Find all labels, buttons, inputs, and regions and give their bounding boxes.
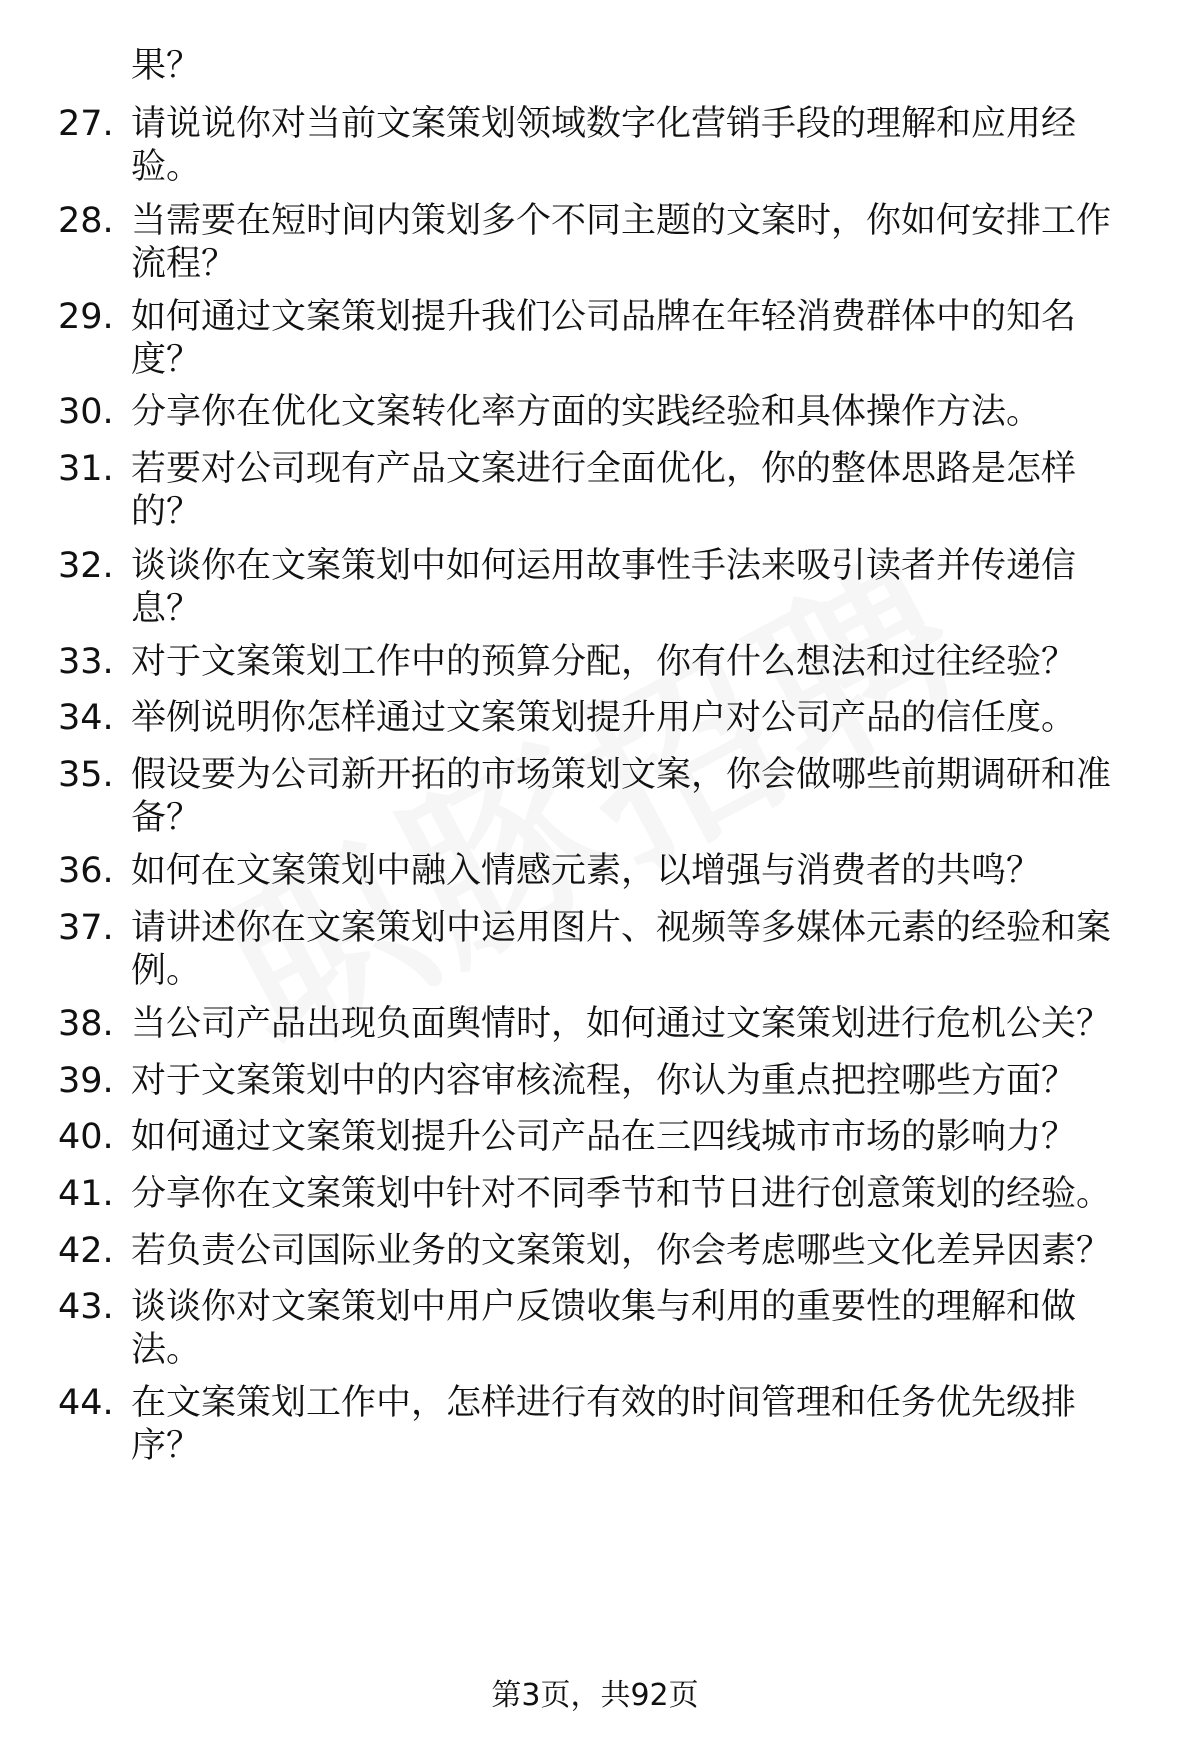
question-number: 34. [58, 698, 114, 738]
question-text: 对于文案策划中的内容审核流程，你认为重点把控哪些方面？ [131, 1061, 1077, 1101]
question-number: 44. [58, 1383, 114, 1423]
question-text: 谈谈你对文案策划中用户反馈收集与利用的重要性的理解和做 法。 [131, 1287, 1077, 1370]
question-text: 当需要在短时间内策划多个不同主题的文案时，你如何安排工作 流程？ [131, 201, 1112, 284]
question-text: 当公司产品出现负面舆情时，如何通过文案策划进行危机公关？ [131, 1004, 1112, 1044]
question-number: 35. [58, 755, 114, 795]
question-number: 38. [58, 1004, 114, 1044]
question-number: 39. [58, 1061, 114, 1101]
question-number: 41. [58, 1174, 114, 1214]
question-number: 31. [58, 449, 114, 489]
question-text: 举例说明你怎样通过文案策划提升用户对公司产品的信任度。 [131, 698, 1077, 738]
question-number: 43. [58, 1287, 114, 1327]
question-text: 谈谈你在文案策划中如何运用故事性手法来吸引读者并传递信 息？ [131, 546, 1077, 629]
question-number: 29. [58, 297, 114, 337]
question-text: 果？ [131, 46, 202, 86]
question-number: 30. [58, 392, 114, 432]
question-number: 36. [58, 851, 114, 891]
question-number: 37. [58, 908, 114, 948]
question-text: 分享你在文案策划中针对不同季节和节日进行创意策划的经验。 [131, 1174, 1112, 1214]
question-text: 假设要为公司新开拓的市场策划文案，你会做哪些前期调研和准 备？ [131, 755, 1112, 838]
question-text: 如何通过文案策划提升公司产品在三四线城市市场的影响力？ [131, 1117, 1077, 1157]
question-text: 分享你在优化文案转化率方面的实践经验和具体操作方法。 [131, 392, 1042, 432]
question-number: 28. [58, 201, 114, 241]
question-text: 如何在文案策划中融入情感元素，以增强与消费者的共鸣？ [131, 851, 1042, 891]
question-number: 27. [58, 104, 114, 144]
question-text: 对于文案策划工作中的预算分配，你有什么想法和过往经验？ [131, 642, 1077, 682]
question-number: 32. [58, 546, 114, 586]
question-text: 若要对公司现有产品文案进行全面优化，你的整体思路是怎样 的？ [131, 449, 1077, 532]
question-number: 40. [58, 1117, 114, 1157]
page-indicator: 第3页，共92页 [491, 1678, 699, 1713]
question-text: 请讲述你在文案策划中运用图片、视频等多媒体元素的经验和案 例。 [131, 908, 1112, 991]
question-number: 42. [58, 1231, 114, 1271]
question-number: 33. [58, 642, 114, 682]
question-text: 如何通过文案策划提升我们公司品牌在年轻消费群体中的知名 度？ [131, 297, 1077, 380]
question-text: 若负责公司国际业务的文案策划，你会考虑哪些文化差异因素？ [131, 1231, 1112, 1271]
question-text: 请说说你对当前文案策划领域数字化营销手段的理解和应用经 验。 [131, 104, 1077, 187]
question-text: 在文案策划工作中，怎样进行有效的时间管理和任务优先级排 序？ [131, 1383, 1077, 1466]
